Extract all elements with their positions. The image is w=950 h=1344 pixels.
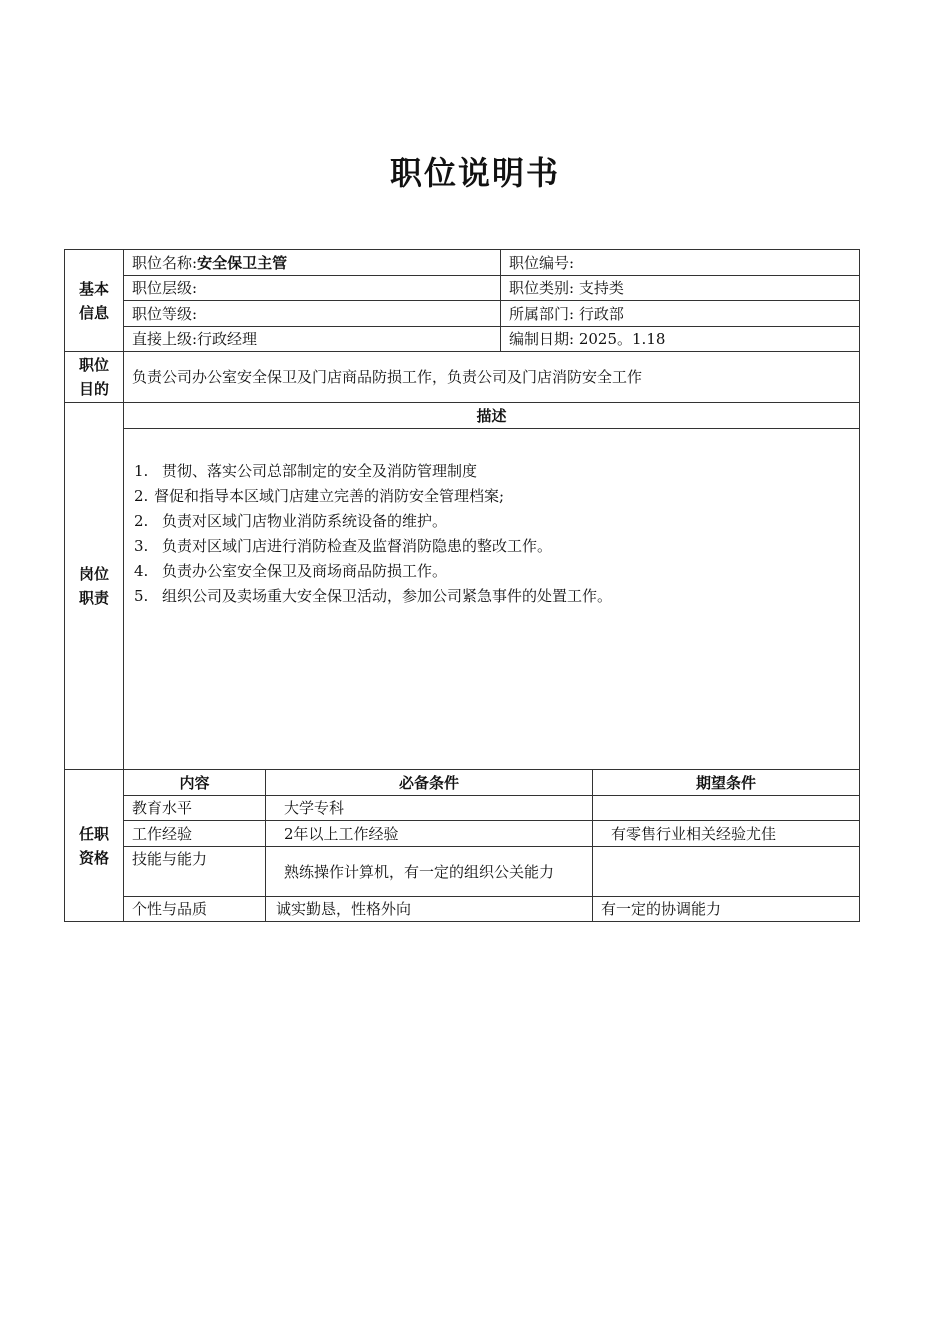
position-name-cell [124,250,501,276]
basic-info-row-1 [65,250,860,276]
qualifications-header-row [65,770,860,796]
duty-item: 3. 负责对区域门店进行消防检查及监督消防隐患的整改工作。 [134,537,553,555]
position-category-cell: 职位类别: 支持类 [501,276,860,301]
purpose-text: 负责公司办公室安全保卫及门店商品防损工作，负责公司及门店消防安全工作 [124,352,860,403]
qualification-row [65,897,860,922]
qualification-required: 诚实勤恳，性格外向 [266,897,593,922]
qualification-row [65,847,860,897]
supervisor-cell: 直接上级:行政经理 [124,327,501,352]
duty-item: 2. 督促和指导本区域门店建立完善的消防安全管理档案; [134,487,505,505]
qualification-desired: 有一定的协调能力 [593,897,860,922]
basic-info-row-2 [65,276,860,301]
duties-header: 描述 [124,403,860,429]
duty-item: 1. 贯彻、落实公司总部制定的安全及消防管理制度 [134,462,478,480]
qualification-required: 熟练操作计算机，有一定的组织公关能力 [266,847,593,897]
qualification-item: 技能与能力 [124,847,266,897]
qualification-row [65,796,860,821]
qualification-item: 教育水平 [124,796,266,821]
position-name-label: 职位名称: [132,253,198,272]
job-description-table [64,249,860,922]
duties-body-row [65,429,860,770]
qualification-required: 2年以上工作经验 [266,821,593,847]
purpose-label: 职位 目的 [65,352,124,403]
duties-list [132,459,851,609]
col-header-required: 必备条件 [266,770,593,796]
qualification-desired: 有零售行业相关经验尤佳 [593,821,860,847]
position-level-cell: 职位层级: [124,276,501,301]
qualification-row [65,821,860,847]
position-name-value: 安全保卫主管 [197,253,288,272]
duties-header-row [65,403,860,429]
duties-label: 岗位 职责 [65,403,124,770]
position-grade-cell: 职位等级: [124,301,501,327]
compile-date-cell: 编制日期: 2025。1.18 [501,327,860,352]
department-cell: 所属部门: 行政部 [501,301,860,327]
basic-info-row-4 [65,327,860,352]
duty-item: 5. 组织公司及卖场重大安全保卫活动，参加公司紧急事件的处置工作。 [134,587,613,605]
col-header-desired: 期望条件 [593,770,860,796]
qualification-desired [593,796,860,821]
position-no-cell: 职位编号: [501,250,860,276]
qualifications-label: 任职 资格 [65,770,124,922]
qualification-desired [593,847,860,897]
qualification-item: 个性与品质 [124,897,266,922]
qualification-required: 大学专科 [266,796,593,821]
basic-info-label: 基本 信息 [65,250,124,352]
page-title: 职位说明书 [389,154,560,192]
col-header-content: 内容 [124,770,266,796]
basic-info-row-3 [65,301,860,327]
qualification-item: 工作经验 [124,821,266,847]
duties-list-cell [124,429,860,770]
duty-item: 2. 负责对区域门店物业消防系统设备的维护。 [134,512,448,530]
purpose-row [65,352,860,403]
duty-item: 4. 负责办公室安全保卫及商场商品防损工作。 [134,562,448,580]
